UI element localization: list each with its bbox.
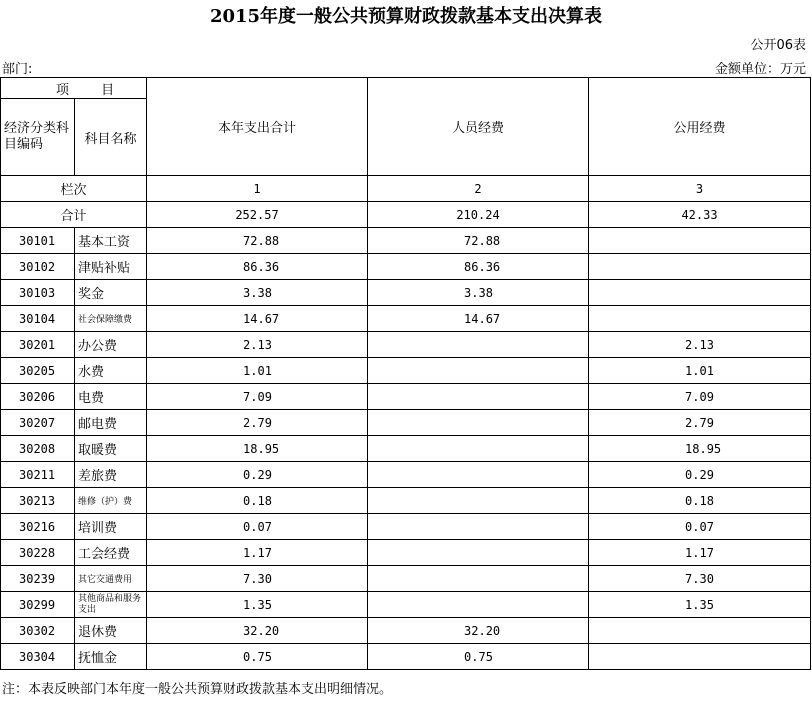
row-total: 2.79 [147,410,368,436]
row-personnel [368,514,589,540]
table-row [1,228,811,254]
row-code: 30208 [1,436,75,462]
row-code: 30102 [1,254,75,280]
header-public: 公用经费 [589,78,811,176]
table-row [1,384,811,410]
row-name: 电费 [75,384,147,410]
row-code: 30302 [1,618,75,644]
header-subject-name: 科目名称 [75,99,147,176]
row-public: 7.30 [589,566,811,592]
total-label: 合计 [1,202,147,228]
row-personnel [368,358,589,384]
row-personnel [368,566,589,592]
row-total: 32.20 [147,618,368,644]
footnote: 注：本表反映部门本年度一般公共预算财政拨款基本支出明细情况。 [2,682,393,697]
row-code: 30216 [1,514,75,540]
table-row [1,514,811,540]
department-label: 部门: [2,62,33,77]
row-code: 30304 [1,644,75,670]
row-name: 工会经费 [75,540,147,566]
table-row [1,566,811,592]
row-code: 30206 [1,384,75,410]
table-row [1,618,811,644]
row-public: 1.01 [589,358,811,384]
row-code: 30213 [1,488,75,514]
row-total: 0.07 [147,514,368,540]
table-row [1,592,811,618]
total-personnel: 210.24 [368,202,589,228]
table-row [1,462,811,488]
row-public: 1.35 [589,592,811,618]
row-public: 2.13 [589,332,811,358]
row-personnel: 14.67 [368,306,589,332]
row-personnel [368,462,589,488]
row-public: 0.29 [589,462,811,488]
table-row [1,540,811,566]
row-name: 退休费 [75,618,147,644]
row-personnel: 86.36 [368,254,589,280]
row-public [589,280,811,306]
row-personnel: 72.88 [368,228,589,254]
row-code: 30103 [1,280,75,306]
total-public: 42.33 [589,202,811,228]
form-number: 公开06表 [750,38,806,53]
row-personnel [368,540,589,566]
table-row [1,644,811,670]
row-total: 0.75 [147,644,368,670]
row-personnel [368,332,589,358]
table-row [1,280,811,306]
table-row [1,436,811,462]
row-code: 30201 [1,332,75,358]
row-public: 7.09 [589,384,811,410]
row-total: 18.95 [147,436,368,462]
row-total: 1.17 [147,540,368,566]
row-name: 培训费 [75,514,147,540]
row-name: 基本工资 [75,228,147,254]
row-name: 奖金 [75,280,147,306]
row-personnel [368,384,589,410]
row-code: 30104 [1,306,75,332]
table-row [1,358,811,384]
row-name: 其它交通费用 [75,566,147,592]
total-row [1,202,811,228]
row-total: 1.01 [147,358,368,384]
index-row [1,176,811,202]
row-code: 30239 [1,566,75,592]
page-title: 2015年度一般公共预算财政拨款基本支出决算表 [209,6,603,27]
table-row [1,410,811,436]
row-code: 30207 [1,410,75,436]
row-total: 14.67 [147,306,368,332]
row-public: 0.18 [589,488,811,514]
index-c3: 3 [589,176,811,202]
row-public: 18.95 [589,436,811,462]
item-group-header: 项 目 [1,78,147,99]
row-personnel [368,488,589,514]
header-personnel: 人员经费 [368,78,589,176]
row-public [589,618,811,644]
header-econ-code: 经济分类科目编码 [1,99,75,176]
index-c2: 2 [368,176,589,202]
row-public: 2.79 [589,410,811,436]
row-public: 0.07 [589,514,811,540]
row-total: 2.13 [147,332,368,358]
row-total: 3.38 [147,280,368,306]
row-personnel: 32.20 [368,618,589,644]
row-name: 邮电费 [75,410,147,436]
header-total: 本年支出合计 [147,78,368,176]
row-total: 0.29 [147,462,368,488]
row-personnel: 3.38 [368,280,589,306]
row-total: 7.09 [147,384,368,410]
row-name: 社会保障缴费 [75,306,147,332]
row-name: 办公费 [75,332,147,358]
row-public: 1.17 [589,540,811,566]
row-name: 维修（护）费 [75,488,147,514]
row-code: 30205 [1,358,75,384]
amount-unit-label: 金额单位：万元 [714,62,806,77]
row-name: 津贴补贴 [75,254,147,280]
row-total: 0.18 [147,488,368,514]
row-name: 取暖费 [75,436,147,462]
row-total: 1.35 [147,592,368,618]
row-code: 30228 [1,540,75,566]
row-public [589,228,811,254]
row-public [589,306,811,332]
table-row [1,254,811,280]
total-sum: 252.57 [147,202,368,228]
row-public [589,254,811,280]
row-personnel [368,436,589,462]
row-total: 86.36 [147,254,368,280]
row-code: 30101 [1,228,75,254]
row-personnel [368,410,589,436]
table-row [1,332,811,358]
index-c1: 1 [147,176,368,202]
row-name: 差旅费 [75,462,147,488]
row-name: 抚恤金 [75,644,147,670]
row-public [589,644,811,670]
row-personnel [368,592,589,618]
row-total: 72.88 [147,228,368,254]
row-code: 30299 [1,592,75,618]
row-name: 水费 [75,358,147,384]
table-row [1,306,811,332]
table-row [1,488,811,514]
index-label: 栏次 [1,176,147,202]
row-code: 30211 [1,462,75,488]
row-name: 其他商品和服务支出 [75,592,147,618]
row-total: 7.30 [147,566,368,592]
row-personnel: 0.75 [368,644,589,670]
expenditure-table [0,77,811,670]
